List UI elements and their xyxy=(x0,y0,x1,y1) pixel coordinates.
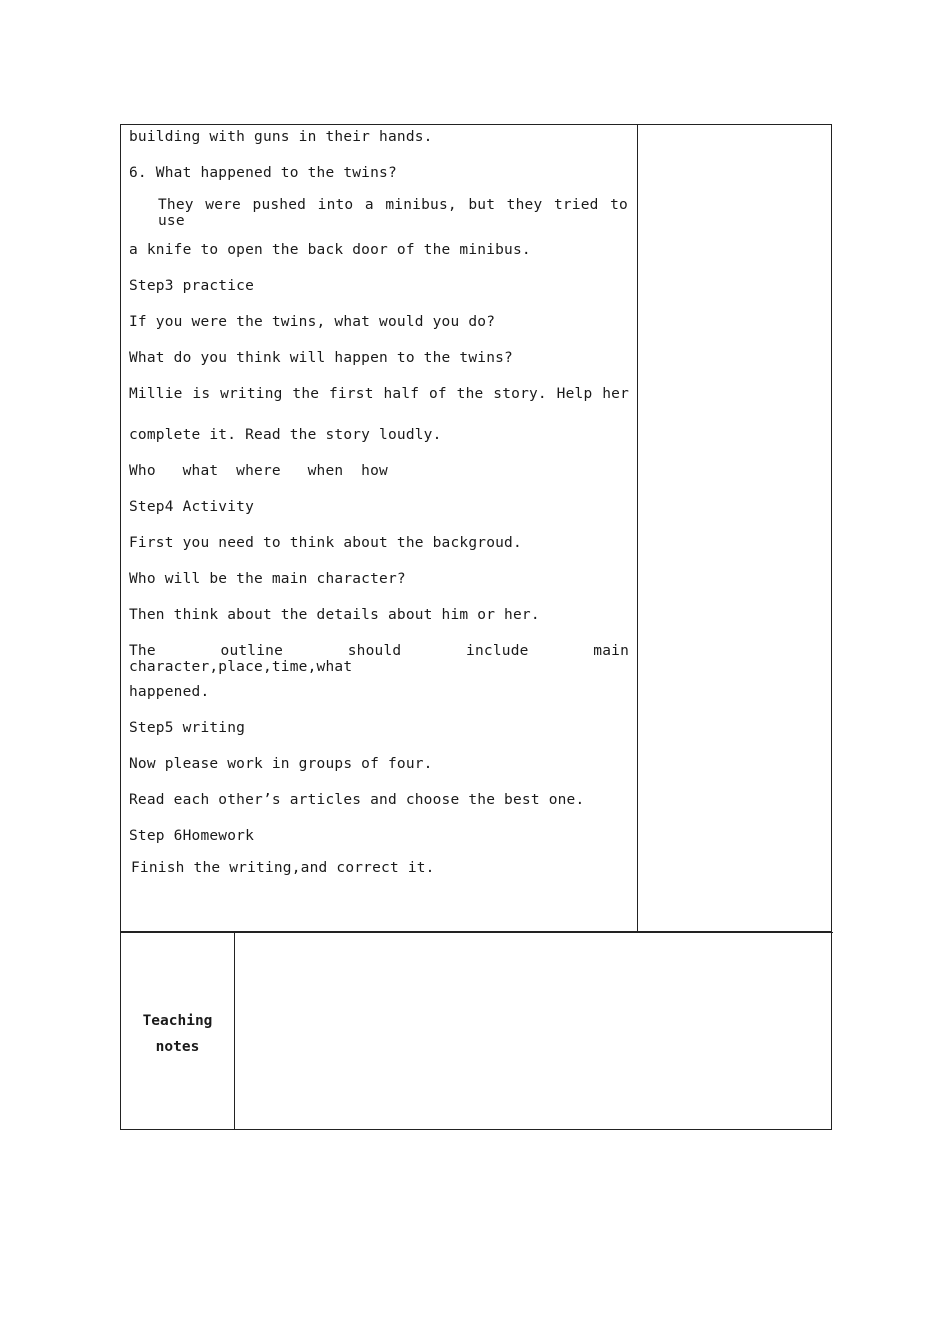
lesson-line: Who what where when how xyxy=(129,463,388,479)
lesson-line: complete it. Read the story loudly. xyxy=(129,427,442,443)
lesson-line: Millie is writing the first half of the story. Help her xyxy=(129,386,629,402)
teaching-notes-label-line2: notes xyxy=(155,1039,200,1055)
lesson-line: Then think about the details about him or her. xyxy=(129,607,540,623)
teaching-notes-label xyxy=(121,1008,234,1060)
step-heading: Step3 practice xyxy=(129,278,255,294)
lesson-line: happened. xyxy=(129,684,210,700)
lesson-line: What do you think will happen to the twins? xyxy=(129,350,513,366)
lesson-question: 6. What happened to the twins? xyxy=(129,165,397,181)
lesson-line: Read each other’s articles and choose the best one. xyxy=(129,792,585,808)
step-heading: Step4 Activity xyxy=(129,499,255,515)
lesson-line: building with guns in their hands. xyxy=(129,129,433,145)
lesson-line: Now please work in groups of four. xyxy=(129,756,433,772)
step-heading: Step5 writing xyxy=(129,720,246,736)
lesson-line: a knife to open the back door of the minibus. xyxy=(129,242,531,258)
lesson-line: Finish the writing,and correct it. xyxy=(131,860,435,876)
lesson-line: First you need to think about the backgroud. xyxy=(129,535,522,551)
teaching-notes-label-line1: Teaching xyxy=(142,1013,213,1029)
lesson-line: If you were the twins, what would you do? xyxy=(129,314,496,330)
lesson-answer: They were pushed into a minibus, but they tried to use xyxy=(158,197,628,229)
column-divider xyxy=(637,124,638,932)
step-heading: Step 6Homework xyxy=(129,828,255,844)
lesson-line: Who will be the main character? xyxy=(129,571,406,587)
lesson-line: The outline should include main character,place,time,what xyxy=(129,643,629,675)
notes-column-divider xyxy=(234,932,235,1130)
